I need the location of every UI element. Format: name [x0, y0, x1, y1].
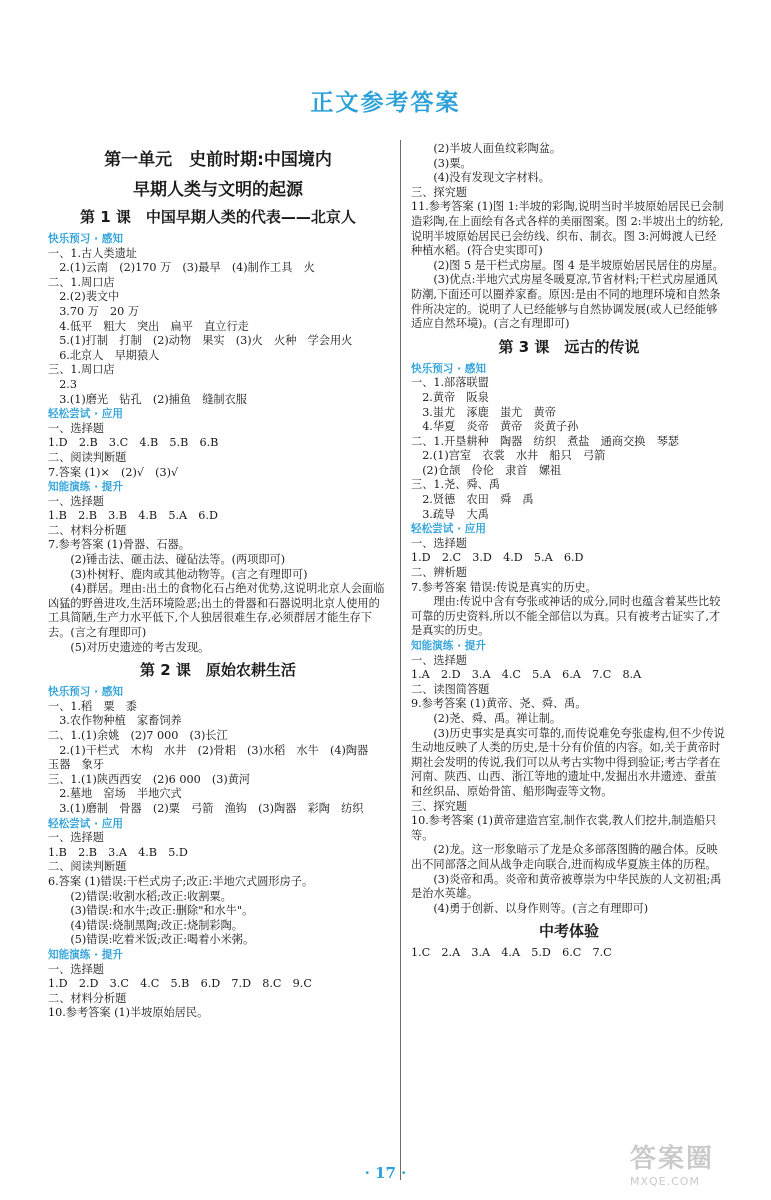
answer-line: 2.(1)干栏式 木构 水井 (2)骨耜 (3)水稻 水牛 (4)陶器 玉器 象牙 — [48, 743, 380, 772]
answer-line: 二、1.(1)余姚 (2)7 000 (3)长江 — [48, 729, 228, 742]
answer-line: 一、选择题 — [48, 421, 104, 435]
answer-line: (4)群居。理由:出土的食物化石占绝对优势,这说明北京人会面临凶猛的野兽进攻,生活环境险恶;出土的骨器和石器说明北京人使用的工具简陋,生产力水平低下,个人独居很难生存,必须群居才能生存下去。(言之有理即可) — [48, 582, 385, 640]
answer-line: 理由:传说中含有夸张或神话的成分,同时也蕴含着某些比较可靠的历史资料,所以不能全部信以为真。只有被考古证实了,才是真实的历史。 — [411, 595, 721, 638]
answer-line: 2.(1)云南 (2)170 万 (3)最早 (4)制作工具 火 — [48, 261, 315, 275]
answer-line: (4)勇于创新、以身作则等。(言之有理即可) — [411, 901, 649, 915]
lesson-title: 第 3 课 远古的传说 — [498, 337, 640, 356]
section-label: 轻松尝试 · 应用 — [48, 408, 123, 421]
section-label: 知能演练 · 提升 — [48, 948, 123, 961]
answer-line: (3)炎帝和禹。炎帝和黄帝被尊崇为中华民族的人文初祖;禹是治水英雄。 — [411, 872, 722, 901]
answer-line: 2.3 — [48, 377, 77, 391]
answer-line: 2.(1)宫室 衣裳 水井 船只 弓箭 — [411, 449, 606, 463]
answer-line: 二、读图简答题 — [411, 682, 490, 696]
answer-line: 一、1.稻 粟 黍 — [48, 699, 137, 713]
answer-line: 三、1.(1)陕西西安 (2)6 000 (3)黄河 — [48, 772, 251, 786]
answer-line: 一、选择题 — [48, 494, 104, 508]
answer-line: 7.答案 (1)× (2)√ (3)√ — [48, 465, 179, 479]
answer-line: (3)朴树籽、鹿肉或其他动物等。(言之有理即可) — [48, 567, 308, 581]
answer-line: 1.A 2.D 3.A 4.C 5.A 6.A 7.C 8.A — [411, 668, 642, 682]
section-label: 轻松尝试 · 应用 — [411, 523, 486, 536]
right-column — [411, 142, 727, 961]
answer-line: 3.70 万 20 万 — [48, 304, 140, 318]
answer-line: 10.参考答案 (1)半坡原始居民。 — [48, 1006, 209, 1020]
answer-line: (3)错误:和水牛;改正:删除"和水牛"。 — [48, 904, 254, 918]
lesson-title: 第 1 课 中国早期人类的代表——北京人 — [80, 208, 356, 226]
watermark-logo — [630, 1138, 760, 1190]
answer-line: 一、选择题 — [48, 831, 104, 845]
answer-line: 二、阅读判断题 — [48, 860, 127, 874]
answer-line: 一、选择题 — [48, 962, 104, 976]
answer-line: (2)尧、舜、禹。禅让制。 — [411, 711, 562, 725]
answer-line: (2)图 5 是干栏式房屋。图 4 是半坡原始居民居住的房屋。 — [411, 258, 724, 272]
left-column — [48, 142, 388, 1021]
answer-line: 三、探究题 — [411, 185, 467, 199]
answer-line: 1.B 2.B 3.A 4.B 5.D — [48, 845, 188, 859]
unit-title: 第一单元 史前时期:中国境内 — [104, 150, 332, 170]
answer-line: 二、1.周口店 — [48, 275, 115, 289]
answer-line: 1.B 2.B 3.B 4.B 5.A 6.D — [48, 509, 218, 523]
lesson-title: 第 2 课 原始农耕生活 — [140, 661, 296, 680]
answer-line: 5.(1)打制 打制 (2)动物 果实 (3)火 火种 学会用火 — [48, 334, 353, 348]
section-label: 知能演练 · 提升 — [411, 640, 486, 652]
answer-line: 2.墓地 窑场 半地穴式 — [48, 787, 182, 801]
answer-line: 二、材料分析题 — [48, 991, 127, 1005]
answer-line: (2)仓颉 伶伦 隶首 嫘祖 — [411, 463, 562, 477]
answer-line: 2.贤德 农田 舜 禹 — [411, 493, 534, 507]
answer-line: (2)龙。这一形象暗示了龙是众多部落图腾的融合体。反映出不同部落之间从战争走向联合,进而构成华夏族主体的历程。 — [411, 843, 718, 871]
answer-line: 4.华夏 炎帝 黄帝 炎黄子孙 — [411, 420, 579, 434]
answer-line: (2)半坡人面鱼纹彩陶盆。 — [411, 142, 562, 155]
answer-line: 三、探究题 — [411, 799, 467, 813]
answer-line: 一、选择题 — [411, 536, 467, 550]
answer-line: 9.参考答案 (1)黄帝、尧、舜、禹。 — [411, 697, 587, 711]
answer-line: 二、阅读判断题 — [48, 450, 127, 464]
answer-line: 3.(1)磨光 钻孔 (2)捕鱼 缝制衣服 — [48, 392, 247, 406]
answer-line: 10.参考答案 (1)黄帝建造宫室,制作衣裳,教人们挖井,制造船只等。 — [411, 814, 717, 842]
column-divider — [400, 140, 401, 1180]
answer-line: 3.农作物种植 家畜饲养 — [48, 714, 182, 728]
answer-line: 6.北京人 早期猿人 — [48, 348, 160, 362]
section-label: 快乐预习 · 感知 — [411, 362, 486, 375]
answer-line: 1.D 2.B 3.C 4.B 5.B 6.B — [48, 436, 219, 450]
answer-line: 一、1.部落联盟 — [411, 376, 489, 390]
page-number: · 17 · — [364, 1164, 407, 1182]
answer-line: 4.低平 粗大 突出 扁平 直立行走 — [48, 319, 249, 333]
answer-line: (4)错误:烧制黑陶;改正:烧制彩陶。 — [48, 918, 243, 932]
watermark-main: 答案圈 — [630, 1144, 715, 1174]
answer-line: (3)历史事实是真实可靠的,而传说难免夸张虚构,但不少传说生动地反映了人类的历史,是十分有价值的内容。如,关于黄帝时期社会发明的传说,我们可以从考古实物中得到验证;考古学者在河南、陕西、山西、浙江等地的遗址中,发掘出水井遗迹、蚕茧和丝织品、原始骨笛、船形陶壶等文物。 — [411, 726, 725, 798]
page-title: 正文参考答案 — [310, 90, 461, 116]
answer-line: 7.参考答案 错误:传说是真实的历史。 — [411, 580, 597, 594]
answer-line: 三、1.周口店 — [48, 363, 115, 377]
answer-line: 一、1.古人类遗址 — [48, 246, 137, 260]
answer-line: (3)粟。 — [411, 156, 472, 170]
answer-line: 二、材料分析题 — [48, 523, 127, 537]
answer-line: (2)错误:收割水稻;改正:收割粟。 — [48, 889, 232, 903]
answer-line: 3.蚩尤 涿鹿 蚩尤 黄帝 — [411, 405, 556, 419]
answer-line: (2)锤击法、砸击法、碰砧法等。(两项即可) — [48, 553, 286, 567]
answer-line: 3.(1)磨制 骨器 (2)粟 弓箭 渔钩 (3)陶器 彩陶 纺织 — [48, 801, 364, 815]
answer-line: (3)优点:半地穴式房屋冬暖夏凉,节省材料;干栏式房屋通风防潮,下面还可以圈养家畜。原因:是由不同的地理环境和自然条件所决定的。说明了人已经能够与自然协调发展(或人已经能够适应自然环境)。(言之有理即可) — [411, 273, 721, 331]
answer-line: 1.D 2.C 3.D 4.D 5.A 6.D — [411, 551, 584, 565]
answer-line: 三、1.尧、舜、禹 — [411, 478, 500, 492]
answer-line: (5)对历史遗迹的考古发现。 — [48, 640, 210, 654]
section-label: 快乐预习 · 感知 — [48, 686, 123, 699]
section-label: 轻松尝试 · 应用 — [48, 817, 123, 830]
section-label: 快乐预习 · 感知 — [48, 233, 123, 245]
unit-title: 早期人类与文明的起源 — [133, 180, 303, 200]
answer-line: 一、选择题 — [411, 653, 467, 667]
answer-line: 2.黄帝 阪泉 — [411, 390, 489, 404]
answer-line: 3.疏导 大禹 — [411, 507, 489, 521]
answer-line: 1.D 2.D 3.C 4.C 5.B 6.D 7.D 8.C 9.C — [48, 977, 312, 991]
answer-line: (5)错误:吃着米饭;改正:喝着小米粥。 — [48, 933, 255, 947]
answer-line: 二、辨析题 — [411, 566, 467, 580]
answer-line: 2.(2)裴文中 — [48, 290, 120, 304]
answer-line: (4)没有发现文字材料。 — [411, 171, 550, 185]
answer-line: 6.答案 (1)错误:干栏式房子;改正:半地穴式圆形房子。 — [48, 874, 314, 888]
answer-line: 二、1.开垦耕种 陶器 纺织 煮盐 通商交换 琴瑟 — [411, 434, 679, 448]
watermark-sub: MXQE.COM — [630, 1175, 700, 1188]
answer-line: 11.参考答案 (1)图 1:半坡的彩陶,说明当时半坡原始居民已会制造彩陶,在上面绘有各式各样的美丽图案。图 2:半坡出土的纺轮,说明半坡原始居民已会纺线、织布、制衣。图 3:河姆渡人已经种植水稻。(符合史实即可) — [411, 200, 724, 258]
lesson-title: 中考体验 — [538, 922, 599, 941]
answer-line: 1.C 2.A 3.A 4.A 5.D 6.C 7.C — [411, 946, 612, 960]
section-label: 知能演练 · 提升 — [48, 481, 123, 494]
answer-line: 7.参考答案 (1)骨器、石器。 — [48, 538, 190, 552]
